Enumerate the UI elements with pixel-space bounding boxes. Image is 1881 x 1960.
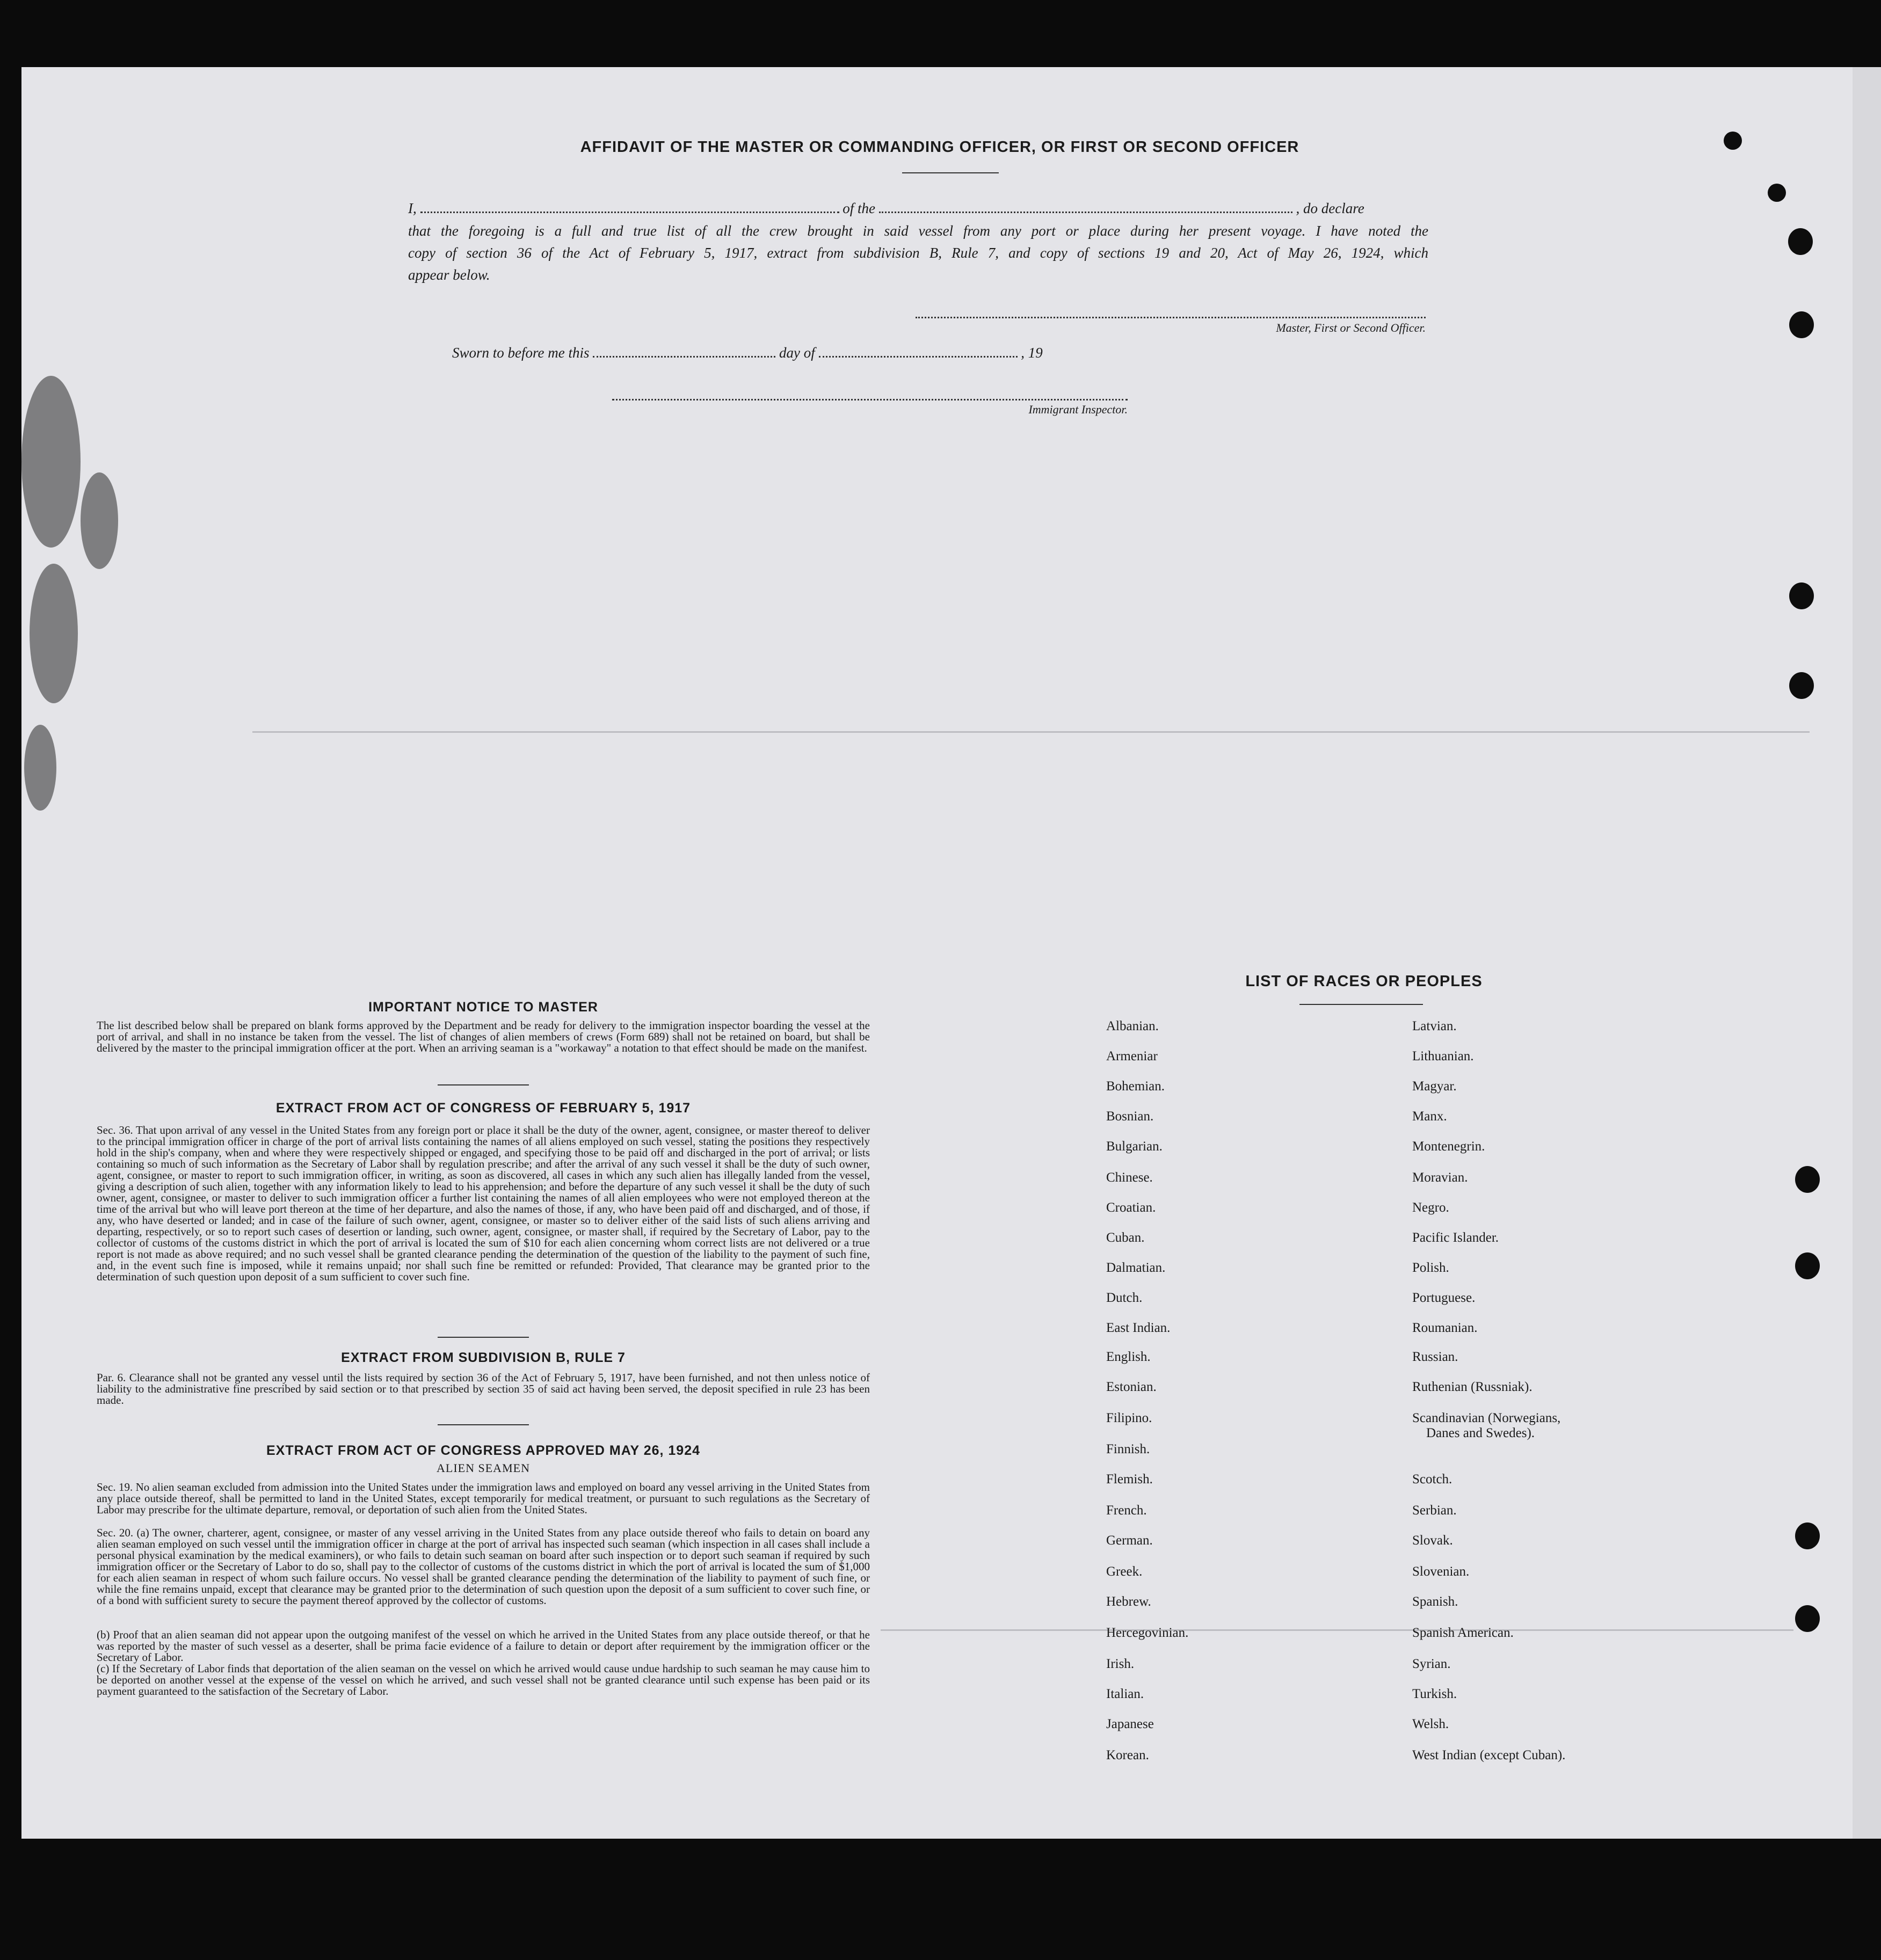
race-item: Serbian. xyxy=(1412,1503,1457,1518)
rule7-body: Par. 6. Clearance shall not be granted any vessel until the lists required by section 36 of the Act of February 5, 1917, have been furnished, and not then unless notice of liability to the administrative fine prescribed by said section or to that prescribed by section 35 of said act having been served, the deposit specified in rule 23 has been made. xyxy=(97,1371,870,1407)
declaration-line-2: that the foregoing is a full and true list of all the crew brought in said vessel from any port or place during her present voyage. I have noted the xyxy=(408,223,1428,239)
race-item: Hercegovinian. xyxy=(1106,1626,1189,1640)
affidavit-title: AFFIDAVIT OF THE MASTER OR COMMANDING OFFICER, OR FIRST OR SECOND OFFICER xyxy=(580,139,1299,156)
race-item: Estonian. xyxy=(1106,1380,1157,1394)
race-item: Bosnian. xyxy=(1106,1109,1154,1124)
declaration-line-1 xyxy=(408,200,1428,217)
notice-title: IMPORTANT NOTICE TO MASTER xyxy=(368,1000,598,1015)
race-item: French. xyxy=(1106,1503,1147,1518)
race-item: Irish. xyxy=(1106,1657,1135,1671)
bleed-through-strip xyxy=(1853,67,1881,1839)
race-item: Chinese. xyxy=(1106,1170,1153,1185)
race-item: Finnish. xyxy=(1106,1442,1150,1456)
binder-hole xyxy=(1768,184,1786,202)
binder-hole xyxy=(1795,1605,1820,1632)
extract-1924-title: EXTRACT FROM ACT OF CONGRESS APPROVED MAY 26, 1924 xyxy=(266,1443,701,1458)
notice-body: The list described below shall be prepared on blank forms approved by the Department and be ready for delivery to the immigration inspector boarding the vessel at the port of arrival, and shall in no instance be taken from the vessel. The list of changes of alien members of crews (Form 689) shall not be retained on board, but shall be delivered by the master to the principal immigration officer at the port. When an arriving seaman is a "workaway" a notation to that effect should be made on the manifest. xyxy=(97,1019,870,1054)
binder-hole xyxy=(1795,1252,1820,1279)
race-item: Moravian. xyxy=(1412,1170,1468,1185)
extract-1924-subtitle: ALIEN SEAMEN xyxy=(437,1461,530,1475)
binder-hole xyxy=(1789,672,1814,699)
of-the-label: of the xyxy=(843,200,875,216)
master-signature-label: Master, First or Second Officer. xyxy=(1276,321,1426,334)
binder-hole xyxy=(1795,1522,1820,1549)
name-blank[interactable] xyxy=(420,210,839,213)
rule7-title: EXTRACT FROM SUBDIVISION B, RULE 7 xyxy=(341,1350,626,1365)
binder-hole xyxy=(1789,311,1814,338)
race-item: Scotch. xyxy=(1412,1472,1452,1487)
extract-1917-body: Sec. 36. That upon arrival of any vessel in the United States from any foreign port or place it shall be the duty of the owner, agent, consignee, or master thereof to deliver to the principal immigration officer in charge of the port of arrival lists containing the names of all aliens employed on such vessel, stating the positions they respectively hold in the ship's company, when and where they were respectively shipped or engaged, and specifying those to be paid off and discharged in the port of arrival; or lists containing so much of such information as the Secretary of Labor shall by regulation prescribe; and after the arrival of any such vessel it shall be the duty of such owner, agent, consignee, or master to report to such immigration officer, in writing, as soon as discovered, all cases in which any such alien has illegally landed from the vessel, giving a description of such alien, together with any information likely to lead to his apprehension; and before the departure of any such vessel it shall be the duty of such owner, agent, consignee, or master to deliver to such immigration officer a further list containing the names of all alien employees who were not employed thereon at the time of the arrival but who will leave port thereon at the time of her departure, and also the names of those, if any, who have been paid off and discharged, and of those, if any, who have deserted or landed; and in case of the failure of such owner, agent, consignee, or master so to deliver either of the said lists of such aliens arriving and departing, respectively, or so to report such cases of desertion or landing, such owner, agent, consignee, or master shall, if required by the Secretary of Labor, pay to the collector of customs of the customs district in which the port of arrival is located the sum of $10 for each alien concerning whom correct lists are not delivered or a true report is not made as above required; and no such vessel shall be granted clearance pending the determination of the question of the liability to the payment of such fine, and, in the event such fine is imposed, while it remains unpaid; nor shall such fine be remitted or refunded: Provided, That clearance may be granted prior to the determination of such question upon deposit of a sum sufficient to cover such fine. xyxy=(97,1124,870,1283)
ink-smudge xyxy=(24,725,56,811)
race-item: Bulgarian. xyxy=(1106,1139,1163,1154)
race-item: Russian. xyxy=(1412,1350,1458,1364)
race-item: Dalmatian. xyxy=(1106,1260,1166,1275)
race-item: Roumanian. xyxy=(1412,1321,1478,1335)
section-divider xyxy=(438,1424,529,1425)
bleed-through-line xyxy=(881,1629,1793,1631)
race-item: Spanish American. xyxy=(1412,1626,1514,1640)
bleed-through-line xyxy=(252,731,1810,733)
year-label: , 19 xyxy=(1021,345,1043,361)
day-blank[interactable] xyxy=(593,355,775,358)
race-item: Latvian. xyxy=(1412,1019,1457,1033)
race-item: Danes and Swedes). xyxy=(1426,1426,1535,1440)
binder-hole xyxy=(1724,132,1742,150)
race-item: Turkish. xyxy=(1412,1687,1457,1701)
race-item: Welsh. xyxy=(1412,1717,1449,1731)
race-item: West Indian (except Cuban). xyxy=(1412,1748,1566,1762)
race-item: Dutch. xyxy=(1106,1291,1143,1305)
binder-hole xyxy=(1789,582,1814,609)
declaration-line-4: appear below. xyxy=(408,267,490,283)
i-label: I, xyxy=(408,200,417,216)
race-item: Bohemian. xyxy=(1106,1079,1165,1094)
race-item: German. xyxy=(1106,1533,1153,1548)
day-of-label: day of xyxy=(779,345,815,361)
sec19-body: Sec. 19. No alien seaman excluded from admission into the United States under the immigration laws and employed on board any vessel arriving in the United States from any place outside thereof, shall be permitted to land in the United States, except temporarily for medical treatment, or pursuant to such regulations as the Secretary of Labor may prescribe for the ultimate departure, removal, or deportation of such alien from the United States. xyxy=(97,1481,870,1516)
vessel-blank[interactable] xyxy=(879,210,1292,213)
race-item: Korean. xyxy=(1106,1748,1149,1762)
ink-smudge xyxy=(30,564,78,703)
inspector-label: Immigrant Inspector. xyxy=(1028,403,1128,416)
section-divider xyxy=(438,1084,529,1085)
sec20c-body: (c) If the Secretary of Labor finds that deportation of the alien seaman on the vessel on which he arrived would cause undue hardship to such seaman he may cause him to be deported on another vessel at the expense of the vessel on which he arrived, and such vessel shall not be granted clearance until such expense has been paid or its payment guaranteed to the satisfaction of the Secretary of Labor. xyxy=(97,1662,870,1697)
race-item: Portuguese. xyxy=(1412,1291,1476,1305)
race-item: Japanese xyxy=(1106,1717,1154,1731)
race-item: Scandinavian (Norwegians, xyxy=(1412,1411,1561,1425)
race-item: Ruthenian (Russniak). xyxy=(1412,1380,1533,1394)
sworn-line xyxy=(452,345,1043,361)
race-item: Spanish. xyxy=(1412,1594,1458,1609)
inspector-signature-line[interactable] xyxy=(612,398,1128,400)
race-item: Albanian. xyxy=(1106,1019,1159,1033)
race-item: Montenegrin. xyxy=(1412,1139,1485,1154)
sec20b-body: (b) Proof that an alien seaman did not appear upon the outgoing manifest of the vessel on which he arrived in the United States from any place outside thereof, or that he was reported by the master of such vessel as a deserter, shall be prima facie evidence of a failure to detain or deport after requirement by the immigration officer or the Secretary of Labor. xyxy=(97,1628,870,1664)
binder-hole xyxy=(1795,1166,1820,1193)
race-item: Filipino. xyxy=(1106,1411,1152,1425)
race-item: Greek. xyxy=(1106,1564,1143,1579)
race-item: East Indian. xyxy=(1106,1321,1171,1335)
race-item: Slovenian. xyxy=(1412,1564,1470,1579)
ink-smudge xyxy=(21,376,81,548)
race-item: English. xyxy=(1106,1350,1151,1364)
race-item: Syrian. xyxy=(1412,1657,1451,1671)
races-divider xyxy=(1299,1004,1423,1005)
race-item: Cuban. xyxy=(1106,1230,1145,1245)
race-item: Armeniar xyxy=(1106,1049,1158,1063)
binder-hole xyxy=(1788,228,1813,255)
race-item: Polish. xyxy=(1412,1260,1449,1275)
declaration-line-3: copy of section 36 of the Act of February 5, 1917, extract from subdivision B, Rule 7, and copy of sections 19 and 20, Act of May 26, 1924, which xyxy=(408,245,1428,261)
master-signature-line[interactable] xyxy=(916,316,1426,318)
race-item: Croatian. xyxy=(1106,1200,1156,1215)
race-item: Lithuanian. xyxy=(1412,1049,1474,1063)
race-item: Pacific Islander. xyxy=(1412,1230,1499,1245)
section-divider xyxy=(438,1337,529,1338)
race-item: Italian. xyxy=(1106,1687,1144,1701)
sec20a-body: Sec. 20. (a) The owner, charterer, agent, consignee, or master of any vessel arriving in the United States from any place outside thereof who fails to detain on board any alien seaman employed on such vessel until the immigration officer in charge at the port of arrival has inspected such seaman (which inspection in all cases shall include a personal physical examination by the medical examiners), or who fails to detain such seaman on board after such inspection or to deport such seaman if required by such immigration officer or the Secretary of Labor to do so, shall pay to the collector of customs of the customs district in which the port of arrival is located the sum of $1,000 for each alien seaman in respect of whom such failure occurs. No vessel shall be granted clearance pending the determination of the liability to payment of such fine, or while the fine remains unpaid, except that clearance may be granted prior to the determination of such question upon the deposit of a sum sufficient to cover such fine, or of a bond with sufficient surety to secure the payment thereof approved by the collector of customs. xyxy=(97,1526,870,1607)
race-item: Slovak. xyxy=(1412,1533,1453,1548)
race-item: Manx. xyxy=(1412,1109,1447,1124)
race-item: Hebrew. xyxy=(1106,1594,1151,1609)
races-title: LIST OF RACES OR PEOPLES xyxy=(1245,973,1483,990)
month-blank[interactable] xyxy=(819,355,1018,358)
do-declare-label: , do declare xyxy=(1296,200,1364,216)
race-item: Magyar. xyxy=(1412,1079,1457,1094)
title-divider xyxy=(902,172,999,173)
extract-1917-title: EXTRACT FROM ACT OF CONGRESS OF FEBRUARY 5, 1917 xyxy=(275,1101,691,1116)
race-item: Flemish. xyxy=(1106,1472,1153,1487)
sworn-prefix: Sworn to before me this xyxy=(452,345,590,361)
ink-smudge xyxy=(81,472,118,569)
race-item: Negro. xyxy=(1412,1200,1449,1215)
